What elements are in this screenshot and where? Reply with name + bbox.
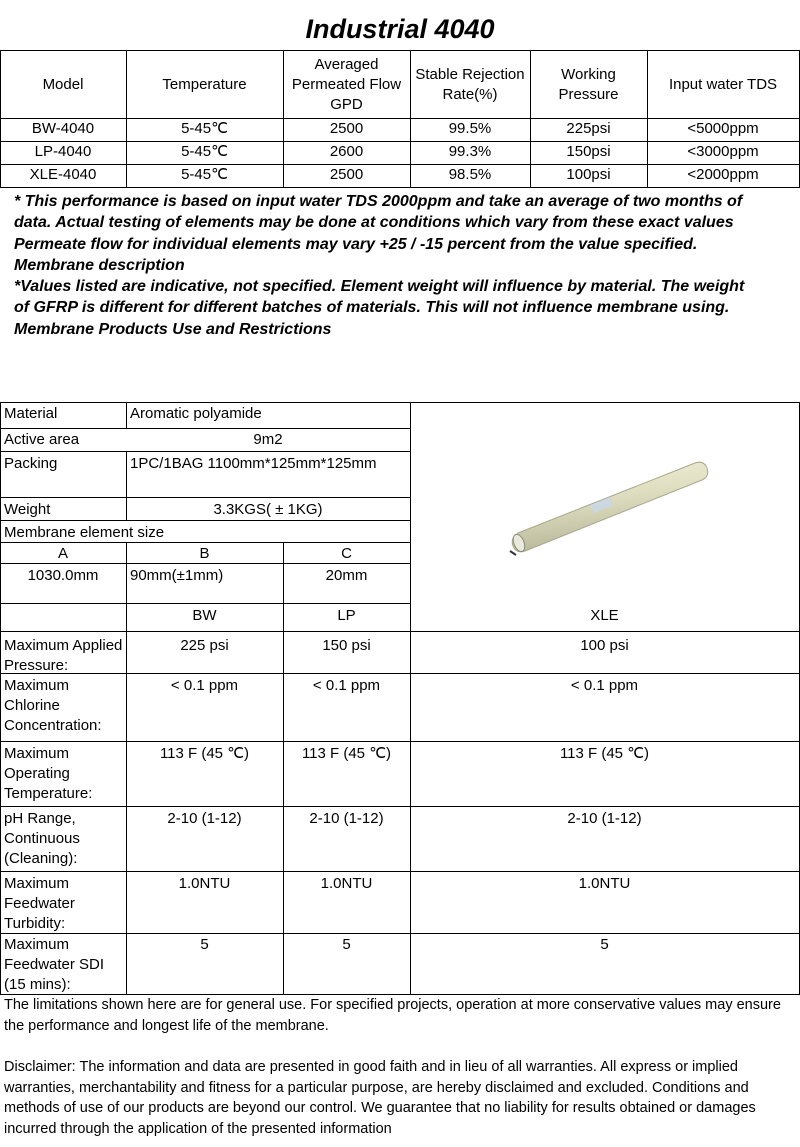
limit-label-line: Maximum	[4, 936, 70, 953]
cell-temperature: 5-45℃	[181, 120, 228, 137]
membrane-element-image	[490, 455, 730, 565]
note-line: Membrane description	[14, 256, 185, 274]
cell-tds: <5000ppm	[687, 120, 759, 137]
limit-label-line: Turbidity:	[4, 915, 66, 932]
cell-temperature: 5-45℃	[181, 143, 228, 160]
limit-value-lp: < 0.1 ppm	[312, 677, 381, 694]
header-rejection: Stable Rejection Rate(%)	[415, 65, 525, 103]
limit-value-lp: 150 psi	[322, 637, 371, 654]
limit-value-bw: < 0.1 ppm	[170, 677, 239, 694]
weight-value: 3.3KGS( ± 1KG)	[213, 501, 323, 518]
note-line: * This performance is based on input water TDS 2000ppm and take an average of two months of	[14, 193, 743, 210]
limit-value-bw: 225 psi	[180, 637, 229, 654]
size-header-b: B	[199, 545, 210, 562]
limit-value-xle: 100 psi	[580, 637, 629, 654]
note-line: Membrane Products Use and Restrictions	[14, 320, 332, 338]
column-bw: BW	[192, 607, 217, 624]
limit-value-xle: 2-10 (1-12)	[567, 810, 642, 827]
limit-value-lp: 2-10 (1-12)	[309, 810, 384, 827]
column-lp: LP	[337, 607, 356, 624]
size-value-b: 90mm(±1mm)	[130, 567, 224, 584]
limit-label-line: Feedwater SDI	[4, 956, 105, 973]
limit-value-lp: 1.0NTU	[320, 875, 373, 892]
packing-value: 1PC/1BAG 1100mm*125mm*125mm	[130, 455, 377, 472]
cell-model: XLE-4040	[29, 166, 97, 183]
limit-label-line: Feedwater	[4, 895, 75, 912]
limit-label-line: Operating	[4, 765, 70, 782]
header-flow: Averaged Permeated Flow GPD	[291, 55, 402, 113]
cell-flow: 2600	[329, 143, 364, 160]
limitations-text: The limitations shown here are for general use. For specified projects, operation at more conservative values may ensure the performance and longest life of the membrane.	[4, 997, 781, 1034]
cell-pressure: 150psi	[566, 143, 611, 160]
column-xle: XLE	[590, 607, 619, 624]
note-line: *Values listed are indicative, not specified. Element weight will influence by material. The weight	[14, 278, 745, 296]
limit-label-line: pH Range,	[4, 810, 76, 827]
cell-rejection: 99.3%	[448, 143, 492, 160]
limit-label-line: Maximum	[4, 745, 70, 762]
active-area-label: Active area	[4, 431, 80, 448]
packing-label: Packing	[4, 455, 58, 472]
header-pressure: Working Pressure	[558, 65, 619, 103]
limit-value-xle: 113 F (45 ℃)	[559, 745, 650, 762]
header-temperature: Temperature	[162, 75, 247, 93]
limit-label-line: Maximum	[4, 875, 70, 892]
limit-label-line: Continuous	[4, 830, 80, 847]
cell-flow: 2500	[329, 120, 364, 137]
limit-label-line: Maximum	[4, 677, 70, 694]
limit-label-line: (Cleaning):	[4, 850, 78, 867]
limit-value-lp: 5	[342, 936, 351, 953]
cell-pressure: 100psi	[566, 166, 611, 183]
limit-value-bw: 5	[200, 936, 209, 953]
limit-label-line: (15 mins):	[4, 976, 71, 993]
cell-rejection: 98.5%	[448, 166, 492, 183]
limit-value-lp: 113 F (45 ℃)	[301, 745, 392, 762]
size-value-c: 20mm	[325, 567, 368, 584]
limit-value-xle: 1.0NTU	[578, 875, 631, 892]
membrane-cylinder-illustration	[490, 455, 730, 565]
active-area-value: 9m2	[253, 431, 283, 448]
page-title: Industrial 4040	[305, 14, 495, 44]
performance-notes	[14, 191, 794, 340]
cell-model: BW-4040	[31, 120, 95, 137]
limit-label-line: Chlorine	[4, 697, 60, 714]
material-value: Aromatic polyamide	[130, 405, 262, 422]
header-model: Model	[42, 75, 84, 93]
material-label: Material	[4, 405, 58, 422]
element-size-label: Membrane element size	[4, 524, 165, 541]
cell-rejection: 99.5%	[448, 120, 492, 137]
note-line: data. Actual testing of elements may be done at conditions which vary from these exact values	[14, 214, 734, 232]
cell-flow: 2500	[329, 166, 364, 183]
note-line: of GFRP is different for different batches of materials. This will not influence membrane using.	[14, 299, 730, 317]
note-line: Permeate flow for individual elements may vary +25 / -15 percent from the value specified.	[14, 235, 698, 253]
header-tds: Input water TDS	[668, 75, 778, 93]
limit-label-line: Concentration:	[4, 717, 102, 734]
limit-value-bw: 113 F (45 ℃)	[159, 745, 250, 762]
cell-temperature: 5-45℃	[181, 166, 228, 183]
limit-label-line: Maximum Applied	[4, 637, 123, 654]
cell-tds: <2000ppm	[687, 166, 759, 183]
limit-label-line: Temperature:	[4, 785, 93, 802]
size-header-c: C	[341, 545, 352, 562]
disclaimer-text: Disclaimer: The information and data are presented in good faith and in lieu of all warranties. All express or implied warranties, merchantability and fitness for a particular purpose, are hereby disclaimed and excluded. Conditions and methods of use of our products are beyond our control. We guarantee that no liability for results obtained or damages incurred through the application of the presented information	[4, 1059, 756, 1137]
cell-model: LP-4040	[34, 143, 92, 160]
size-value-a: 1030.0mm	[27, 567, 99, 584]
limit-value-xle: < 0.1 ppm	[570, 677, 639, 694]
limit-value-bw: 1.0NTU	[178, 875, 231, 892]
cell-pressure: 225psi	[566, 120, 611, 137]
limit-value-bw: 2-10 (1-12)	[167, 810, 242, 827]
limit-label-line: Pressure:	[4, 657, 69, 674]
limit-value-xle: 5	[600, 936, 609, 953]
size-header-a: A	[57, 545, 68, 562]
cell-tds: <3000ppm	[687, 143, 759, 160]
weight-label: Weight	[4, 501, 51, 518]
